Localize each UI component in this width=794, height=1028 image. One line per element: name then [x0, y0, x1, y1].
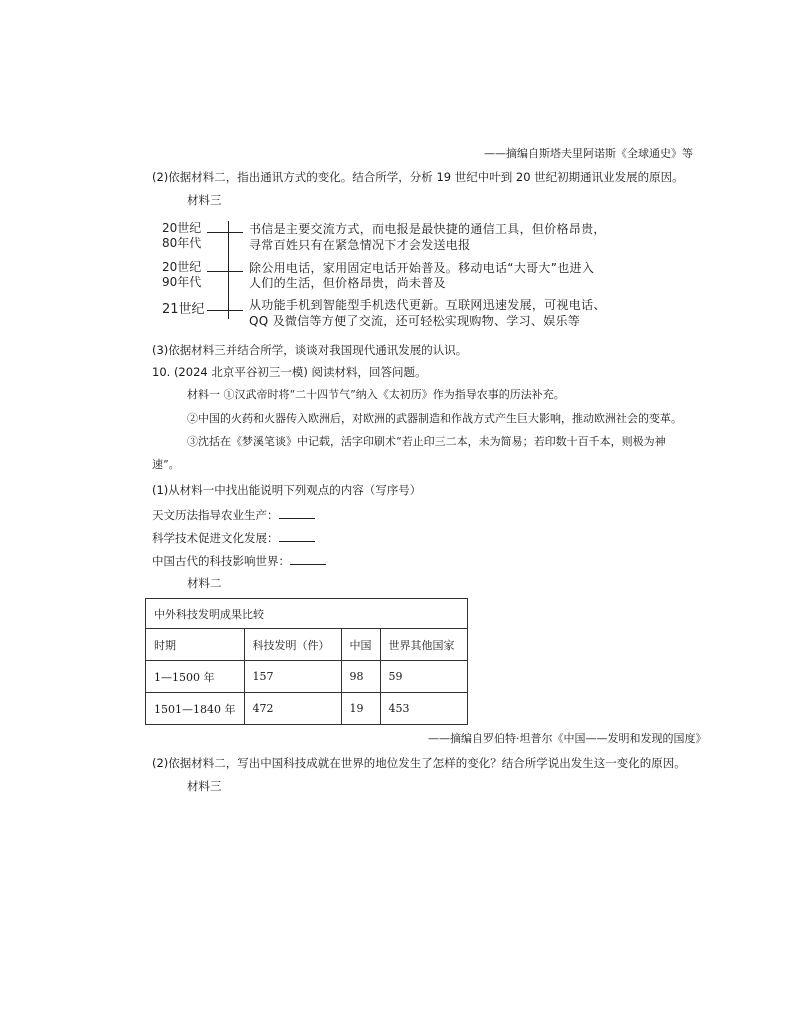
viewpoint-world [152, 553, 326, 568]
viewpoint-astronomy [152, 507, 315, 522]
timeline-text-3-line2: QQ 及微信等方便了交流，还可轻松实现购物、学习、娱乐等 [249, 314, 581, 328]
source-citation-temple: ——摘编自罗伯特·坦普尔《中国——发明和发现的国度》 [428, 732, 707, 745]
timeline-tick-1 [207, 232, 243, 233]
table-cell: 1501—1840 年 [146, 693, 245, 725]
answer-blank-1[interactable] [279, 507, 315, 519]
material-1-line-3: ③沈括在《梦溪笔谈》中记载，活字印刷术“若止印三二本，未为简易；若印数十百千本，则极为神 [187, 435, 666, 448]
timeline-text-1-line2: 寻常百姓只有在紧急情况下才会发送电报 [249, 238, 471, 252]
viewpoint-astronomy-label: 天文历法指导农业生产： [152, 508, 279, 522]
question-10-1-prompt: (1)从材料一中找出能说明下列观点的内容（写序号） [152, 483, 422, 497]
question-10-header: 10. (2024 北京平谷初三一模) 阅读材料，回答问题。 [152, 365, 427, 379]
invention-comparison-table [145, 598, 468, 725]
timeline-era-2-line1: 20世纪 [162, 260, 202, 274]
table-row [146, 661, 468, 693]
table-cell: 98 [341, 661, 380, 693]
material-1-line-2: ②中国的火药和火器传入欧洲后，对欧洲的武器制造和作战方式产生巨大影响，推动欧洲社会的变革。 [187, 412, 682, 425]
table-cell: 19 [341, 693, 380, 725]
timeline-era-1-line2: 80年代 [162, 236, 202, 250]
viewpoint-world-label: 中国古代的科技影响世界： [152, 554, 290, 568]
answer-blank-2[interactable] [279, 530, 315, 542]
timeline-tick-3 [207, 310, 243, 311]
timeline-tick-2 [207, 271, 243, 272]
material-3b-label: 材料三 [187, 779, 222, 793]
timeline-text-2-line2: 人们的生活，但价格昂贵，尚未普及 [249, 276, 446, 290]
table-header-row [146, 629, 468, 661]
source-citation-global-history: ——摘编自斯塔夫里阿诺斯《全球通史》等 [484, 147, 693, 160]
timeline-era-3: 21世纪 [162, 302, 205, 317]
table-header-cell: 中国 [341, 629, 380, 661]
question-10-2-prompt: (2)依据材料二，写出中国科技成就在世界的地位发生了怎样的变化？结合所学说出发生这一变化的原因。 [152, 756, 686, 770]
material-1-line-1: 材料一 ①汉武帝时将“二十四节气”纳入《太初历》作为指导农事的历法补充。 [187, 388, 565, 401]
timeline-text-2-line1: 除公用电话，家用固定电话开始普及。移动电话“大哥大”也进入 [249, 261, 595, 275]
table-header-cell: 时期 [146, 629, 245, 661]
viewpoint-culture-label: 科学技术促进文化发展： [152, 531, 279, 545]
viewpoint-culture [152, 530, 315, 545]
table-cell: 453 [380, 693, 467, 725]
table-header-cell: 科技发明（件） [244, 629, 341, 661]
question-2-prompt: (2)依据材料二，指出通讯方式的变化。结合所学，分析 19 世纪中叶到 20 世纪初期通讯业发展的原因。 [152, 170, 684, 184]
material-2-label: 材料二 [187, 576, 222, 590]
timeline-era-1-line1: 20世纪 [162, 221, 202, 235]
table-cell: 157 [244, 661, 341, 693]
table-title: 中外科技发明成果比较 [146, 599, 468, 629]
table-row [146, 693, 468, 725]
answer-blank-3[interactable] [290, 553, 326, 565]
table-title-row [146, 599, 468, 629]
timeline-text-1-line1: 书信是主要交流方式，而电报是最快捷的通信工具，但价格昂贵， [249, 222, 606, 236]
table-cell: 1—1500 年 [146, 661, 245, 693]
table-cell: 472 [244, 693, 341, 725]
timeline-era-2-line2: 90年代 [162, 275, 202, 289]
material-3-label: 材料三 [187, 193, 222, 207]
table-header-cell: 世界其他国家 [380, 629, 467, 661]
question-3-prompt: (3)依据材料三并结合所学，谈谈对我国现代通讯发展的认识。 [152, 343, 468, 357]
timeline-axis [228, 221, 229, 319]
material-1-line-4: 速”。 [152, 458, 180, 471]
timeline-text-3-line1: 从功能手机到智能型手机迭代更新。互联网迅速发展，可视电话、 [249, 298, 606, 312]
table-cell: 59 [380, 661, 467, 693]
